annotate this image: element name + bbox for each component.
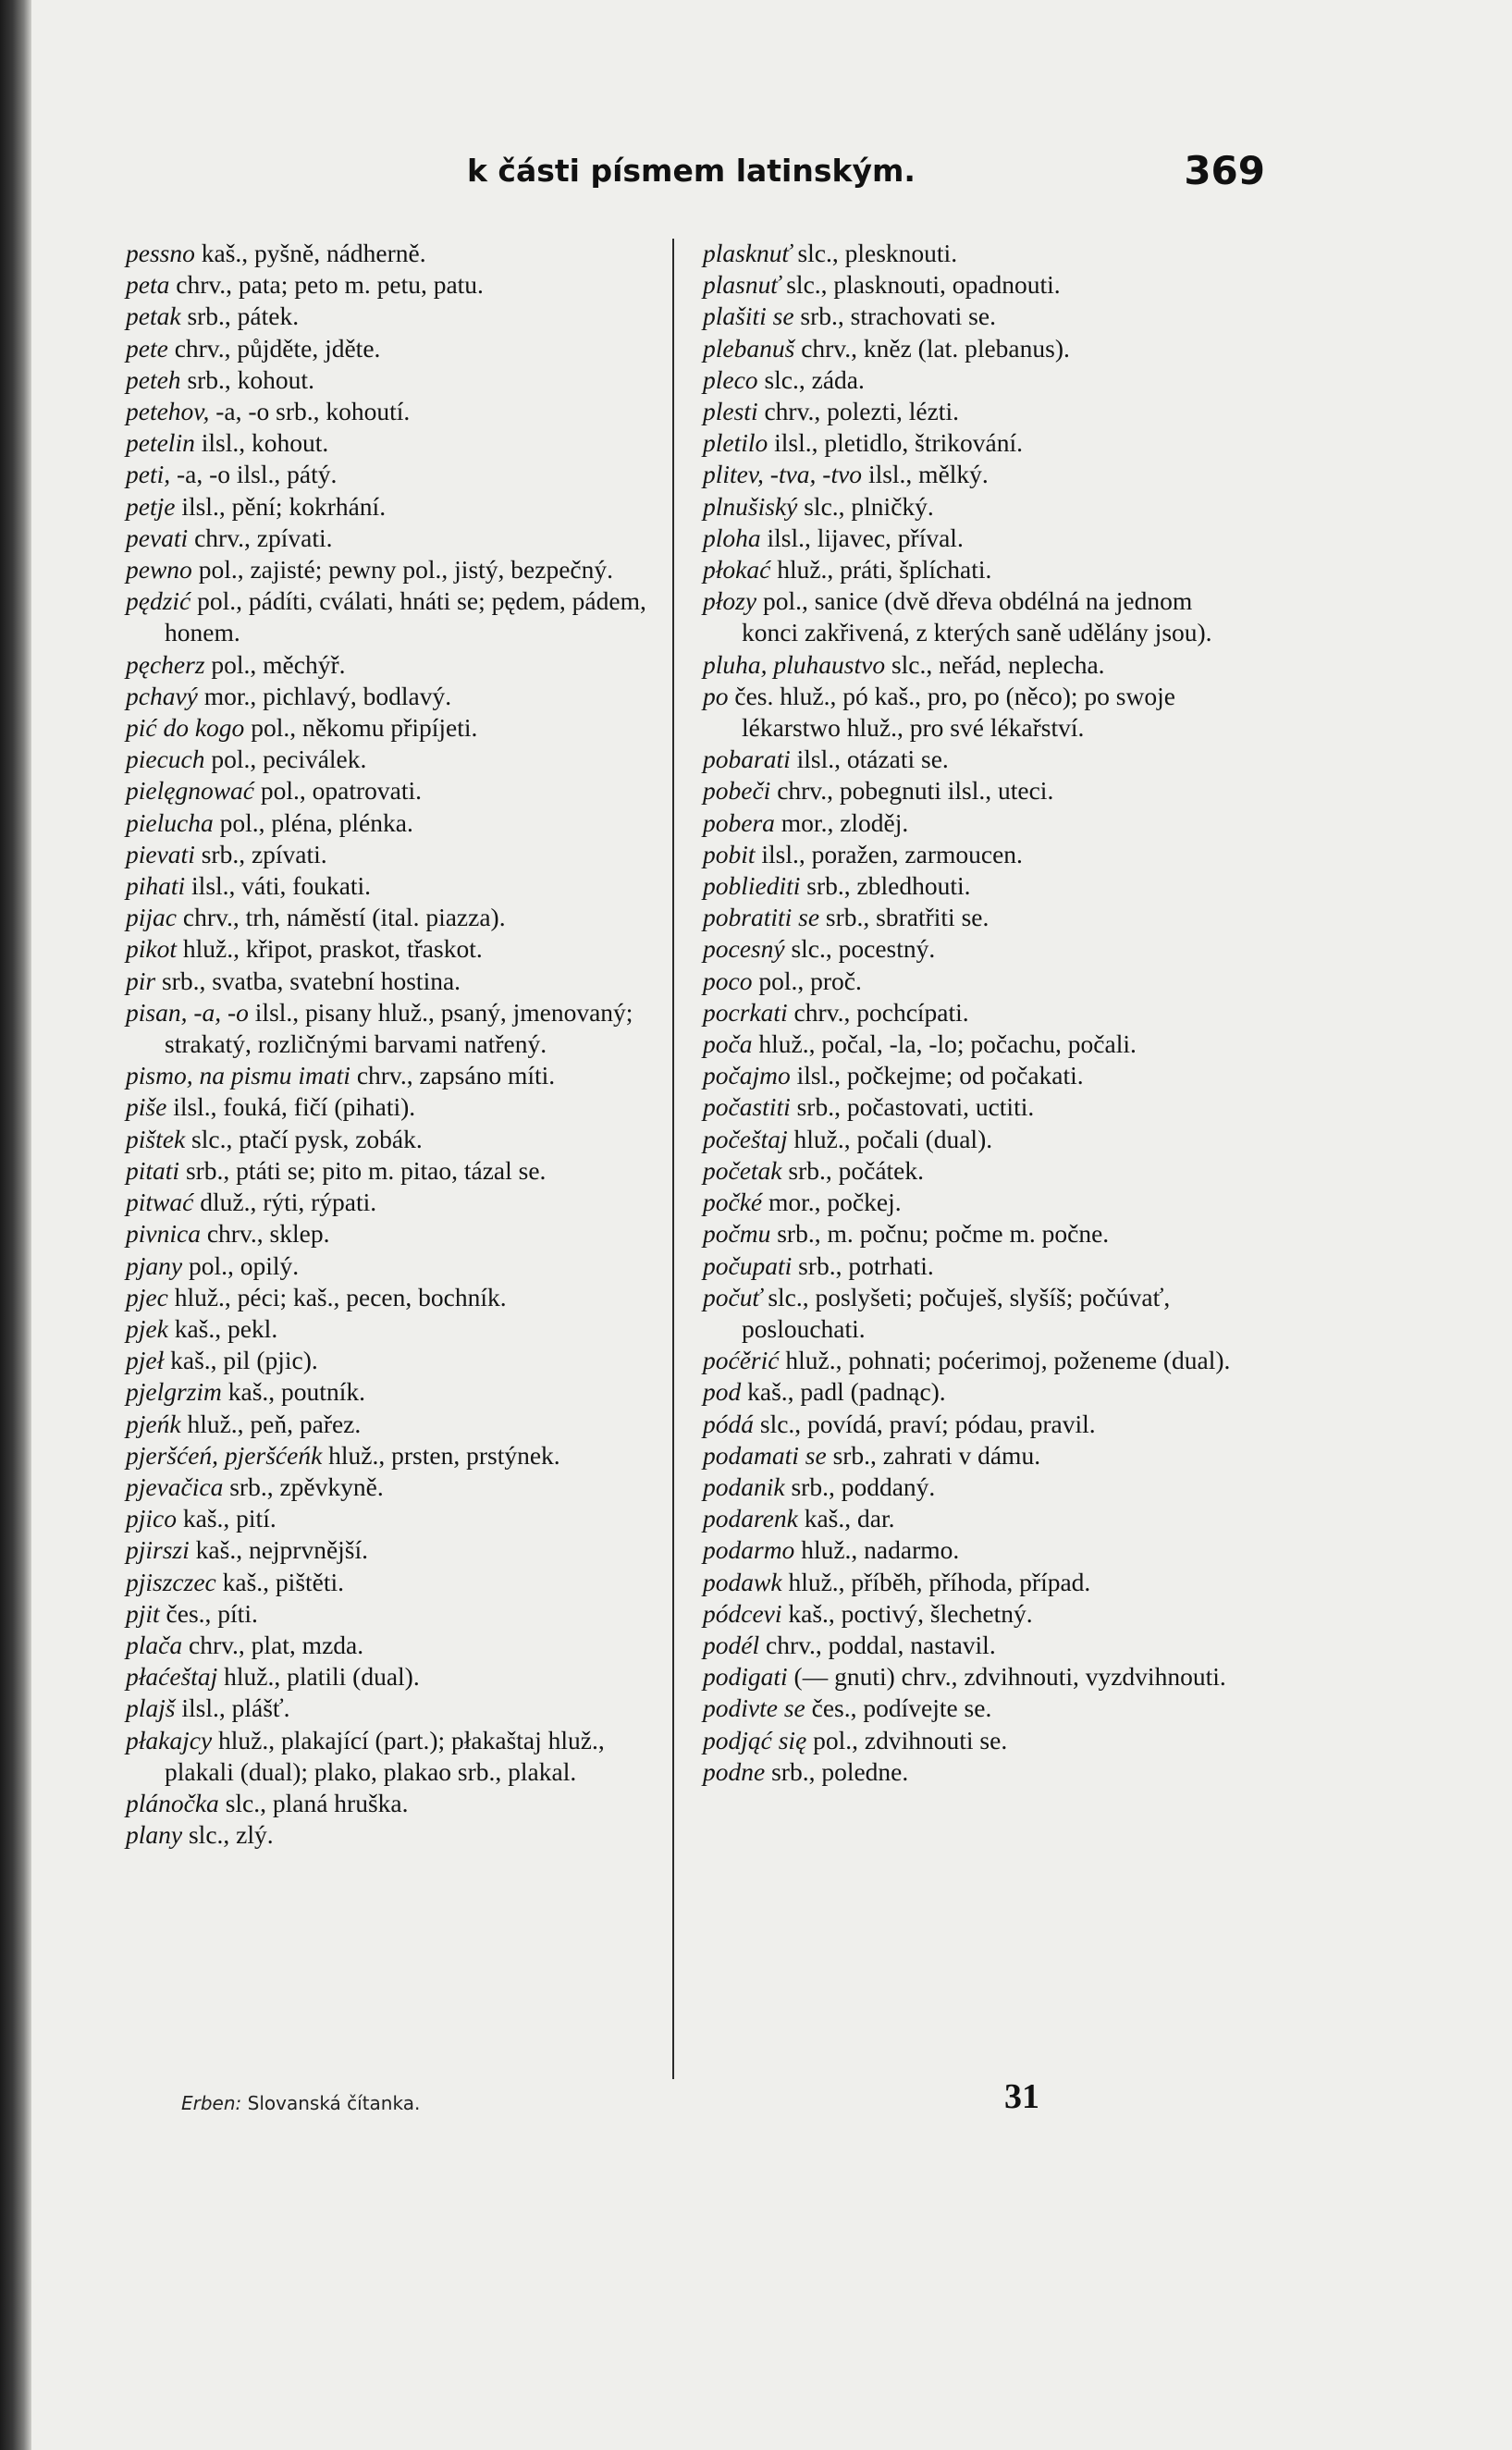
entry-definition: slc., neřád, neplecha. [885,649,1105,679]
entry-headword: poča [703,1029,753,1059]
footer-author: Erben: [181,2092,242,2114]
entry-definition: hluž., nadarmo. [794,1535,960,1565]
entry-definition: slc., záda. [757,364,865,394]
entry-headword: płokać [703,555,771,585]
dictionary-entry [703,1091,1239,1123]
dictionary-entry [703,933,1239,965]
entry-definition: mor., zloděj. [774,807,909,837]
entry-definition: srb., zpěvkyně. [223,1471,384,1501]
book-binding-edge [0,0,31,2450]
entry-definition: chrv., kněz (lat. plebanus). [794,333,1070,363]
entry-headword: pić do kogo [126,713,245,743]
entry-headword: počeštaj [703,1124,788,1153]
entry-headword: pchavý [126,681,198,710]
entry-headword: pete [126,333,168,363]
entry-headword: pitwać [126,1188,194,1217]
entry-definition: hluž., pohnati; poćerimoj, poženeme (dual). [779,1346,1231,1375]
entry-headword: podivte se [703,1693,805,1723]
entry-headword: počmu [703,1219,771,1249]
entry-headword: plitev, -tva, -tvo [703,460,863,489]
dictionary-entry [126,1693,651,1724]
entry-definition: srb., svatba, svatební hostina. [155,966,461,995]
dictionary-entry [703,1661,1239,1693]
entry-definition: pol., zajisté; pewny pol., jistý, bezpečný. [191,555,613,585]
entry-definition: ilsl., lijavec, příval. [760,523,964,552]
entry-headword: pjiszczec [126,1567,216,1596]
entry-definition: ilsl., pisany hluž., psaný, jmenovaný; strakatý, rozličnými barvami natřený. [165,997,633,1059]
entry-headword: pobera [703,807,775,837]
dictionary-entry [126,649,651,681]
dictionary-entry [126,1250,651,1282]
entry-definition: pol., proč. [752,966,862,995]
dictionary-entry [703,1282,1239,1345]
dictionary-entry [126,902,651,933]
entry-definition: čes., podívejte se. [805,1693,992,1723]
entry-definition: (— gnuti) chrv., zdvihnouti, vyzdvihnouti. [787,1662,1226,1692]
entry-headword: petak [126,302,181,331]
dictionary-entry [703,1440,1239,1471]
entry-headword: plánočka [126,1788,219,1817]
entry-headword: pismo, na pismu imati [126,1061,350,1090]
dictionary-entry [703,491,1239,523]
dictionary-entry [703,459,1239,490]
entry-headword: pjico [126,1504,177,1533]
entry-headword: pjany [126,1250,183,1280]
dictionary-entry [126,1534,651,1566]
entry-headword: pevati [126,523,189,552]
entry-headword: pihati [126,871,186,901]
dictionary-entry [703,966,1239,997]
dictionary-entry [703,1060,1239,1091]
dictionary-entry [126,933,651,965]
entry-definition: kaš., dar. [797,1504,895,1533]
entry-definition: ilsl., fouká, fičí (pihati). [166,1092,416,1122]
dictionary-entry [703,902,1239,933]
entry-headword: poćěrić [703,1346,780,1375]
entry-headword: plasknuť [703,239,792,267]
dictionary-entry [703,1567,1239,1598]
dictionary-entry [126,427,651,459]
entry-headword: plnušiský [703,491,798,521]
dictionary-entry [126,396,651,427]
dictionary-entry [126,870,651,902]
entry-headword: peta [126,270,170,300]
dictionary-entry [126,1282,651,1313]
dictionary-entry [703,364,1239,396]
dictionary-entry [703,523,1239,554]
entry-definition: srb., zbledhouti. [800,871,971,901]
dictionary-entry [126,1567,651,1598]
entry-headword: plača [126,1630,183,1659]
entry-definition: chrv., poddal, nastavil. [759,1630,996,1659]
entry-headword: podarenk [703,1504,798,1533]
dictionary-entry [126,681,651,712]
entry-definition: ilsl., plášť. [175,1693,290,1723]
dictionary-entry [703,1218,1239,1250]
dictionary-entry [126,1471,651,1503]
entry-headword: pisan, -a, -o [126,997,249,1027]
entry-definition: srb., sbratřiti se. [819,903,990,932]
entry-definition: chrv., polezti, lézti. [757,397,959,426]
entry-definition: chrv., zapsáno míti. [350,1061,556,1090]
dictionary-entry [126,1503,651,1534]
entry-headword: pjevačica [126,1471,224,1501]
entry-headword: pir [126,966,156,995]
dictionary-entry [126,1124,651,1155]
entry-headword: pobliediti [703,871,801,901]
entry-headword: pewno [126,555,192,585]
entry-headword: pódcevi [703,1598,782,1628]
entry-headword: plany [126,1820,183,1850]
entry-headword: ploha [703,523,761,552]
entry-headword: pikot [126,934,177,964]
entry-headword: piše [126,1092,167,1122]
entry-definition: hluž., počal, -la, -lo; počachu, počali. [752,1029,1137,1059]
footer-book: Slovanská čítanka. [247,2092,421,2114]
entry-definition: ilsl., poražen, zarmoucen. [755,839,1023,868]
dictionary-entry [126,1725,651,1788]
dictionary-entry [126,585,651,648]
dictionary-entry [126,807,651,839]
entry-definition: kaš., nejprvnější. [189,1535,369,1565]
dictionary-entry [126,1788,651,1819]
entry-headword: plesti [703,397,758,426]
entry-definition: pol., sanice (dvě dřeva obdélná na jednom konci zakřivená, z kterých saně udělány jsou). [742,586,1212,647]
entry-headword: pielęgnować [126,776,254,806]
dictionary-entry [703,1028,1239,1060]
entry-headword: poco [703,966,753,995]
dictionary-entry [703,1471,1239,1503]
dictionary-entry [703,396,1239,427]
dictionary-entry [126,1091,651,1123]
entry-definition: slc., plničký. [797,491,934,521]
entry-definition: slc., plesknouti. [791,239,958,267]
dictionary-entry [703,744,1239,775]
dictionary-entry [703,1598,1239,1630]
entry-definition: dluž., rýti, rýpati. [193,1188,377,1217]
entry-definition: kaš., pití. [177,1504,277,1533]
entry-definition: pol., měchýř. [204,649,346,679]
entry-definition: pol., opilý. [182,1250,300,1280]
entry-headword: pęcherz [126,649,205,679]
entry-definition: hluž., počali (dual). [787,1124,993,1153]
entry-definition: chrv., pata; peto m. petu, patu. [169,270,484,300]
entry-definition: slc., planá hruška. [218,1788,409,1817]
entry-definition: pol., peciválek. [204,745,367,774]
entry-definition: ilsl., váti, foukati. [185,871,372,901]
entry-definition: čes. hluž., pó kaš., pro, po (něco); po swoje lékarstwo hluž., pro své lékařství. [728,681,1175,743]
dictionary-entry [703,1534,1239,1566]
entry-definition: pol., opatrovati. [254,776,423,806]
entry-definition: hluž., péci; kaš., pecen, bochník. [167,1282,507,1311]
dictionary-entry [126,1819,651,1851]
entry-headword: pjelgrzim [126,1377,222,1407]
entry-headword: pocrkati [703,997,788,1027]
entry-definition: slc., zlý. [182,1820,274,1850]
column-divider [672,239,674,2079]
entry-headword: počupati [703,1250,793,1280]
dictionary-entry [703,1725,1239,1756]
dictionary-entry [126,523,651,554]
entry-headword: pod [703,1377,742,1407]
dictionary-entry [703,238,1239,269]
dictionary-entry [703,649,1239,681]
dictionary-entry [703,1124,1239,1155]
entry-headword: petje [126,491,176,521]
dictionary-entry [126,238,651,269]
dictionary-entry [126,997,651,1060]
entry-definition: pol., někomu připíjeti. [244,713,478,743]
dictionary-entry [703,1345,1239,1376]
entry-definition: kaš., pekl. [167,1313,278,1343]
dictionary-entry [126,459,651,490]
entry-definition: chrv., pochcípati. [787,997,969,1027]
entry-headword: pjit [126,1598,160,1628]
entry-headword: pluha, pluhaustvo [703,649,886,679]
dictionary-entry [703,1376,1239,1408]
entry-headword: pletilo [703,428,768,458]
entry-definition: slc., plasknouti, opadnouti. [780,270,1061,300]
entry-definition: srb., ptáti se; pito m. pitao, tázal se. [179,1155,547,1185]
entry-headword: pędzić [126,586,191,616]
dictionary-entry [703,427,1239,459]
entry-headword: pobarati [703,745,791,774]
dictionary-entry [126,1313,651,1345]
dictionary-entry [126,1155,651,1187]
entry-definition: srb., zpívati. [194,839,327,868]
entry-definition: pol., pléna, plénka. [213,807,413,837]
entry-definition: mor., pichlavý, bodlavý. [197,681,452,710]
dictionary-entry [126,775,651,806]
dictionary-entry [703,1409,1239,1440]
dictionary-entry [126,269,651,301]
entry-definition: chrv., plat, mzda. [182,1630,364,1659]
entry-headword: pódá [703,1409,754,1438]
entry-definition: pol., pádíti, cválati, hnáti se; pędem, pádem, honem. [165,586,646,647]
entry-definition: slc., ptačí pysk, zobák. [185,1124,423,1153]
dictionary-entry [126,1345,651,1376]
entry-headword: petelin [126,428,195,458]
entry-headword: pivnica [126,1219,201,1249]
entry-headword: pocesný [703,934,785,964]
entry-headword: počastiti [703,1092,791,1122]
entry-definition: slc., pocestný. [784,934,936,964]
entry-headword: podanik [703,1471,785,1501]
entry-headword: plašiti se [703,302,794,331]
entry-definition: srb., počastovati, uctiti. [790,1092,1035,1122]
dictionary-entry [703,1630,1239,1661]
entry-definition: kaš., pištěti. [215,1567,345,1596]
signature-mark: 31 [1004,2077,1039,2116]
entry-definition: srb., pátek. [180,302,300,331]
dictionary-entry [126,1376,651,1408]
entry-headword: pjeł [126,1346,165,1375]
dictionary-entry [126,1598,651,1630]
entry-headword: podigati [703,1662,788,1692]
dictionary-entry [703,333,1239,364]
dictionary-entry [126,839,651,870]
dictionary-entry [126,333,651,364]
entry-definition: hluž., platili (dual). [217,1662,420,1692]
dictionary-entry [126,1630,651,1661]
entry-headword: pitati [126,1155,180,1185]
dictionary-entry [703,681,1239,744]
dictionary-entry [703,1756,1239,1788]
entry-definition: chrv., sklep. [200,1219,330,1249]
entry-definition: -a, -o srb., kohoutí. [209,397,411,426]
entry-headword: pjeńk [126,1409,181,1438]
entry-definition: mor., počkej. [762,1188,902,1217]
footer-source [181,2092,570,2124]
entry-headword: početak [703,1155,782,1185]
entry-definition: slc., poslyšeti; počuješ, slyšíš; počúvať, poslouchati. [742,1282,1171,1343]
entry-definition: srb., strachovati se. [793,302,996,331]
entry-headword: plasnuť [703,270,781,300]
entry-definition: srb., m. počnu; počme m. počne. [770,1219,1110,1249]
dictionary-entry [126,966,651,997]
entry-definition: chrv., pobegnuti ilsl., uteci. [770,776,1054,806]
entry-headword: plebanuš [703,333,795,363]
entry-definition: chrv., zpívati. [188,523,333,552]
entry-definition: pol., zdvihnouti se. [806,1725,1008,1754]
left-column [126,238,651,2087]
entry-definition: hluž., plakající (part.); płakaštaj hluž., plakali (dual); plako, plakao srb., plakal. [165,1725,605,1786]
entry-headword: plajš [126,1693,176,1723]
entry-definition: kaš., pyšně, nádherně. [194,239,426,267]
entry-headword: pjirszi [126,1535,190,1565]
entry-definition: hluž., práti, šplíchati. [770,555,992,585]
entry-headword: pleco [703,364,758,394]
entry-headword: pjeršćeń, pjeršćeńk [126,1440,323,1470]
dictionary-entry [703,997,1239,1028]
entry-headword: piecuch [126,745,205,774]
dictionary-entry [126,1661,651,1693]
entry-headword: płaćeštaj [126,1662,218,1692]
entry-headword: peteh [126,364,181,394]
entry-definition: chrv., trh, náměstí (ital. piazza). [177,903,506,932]
entry-headword: pobratiti se [703,903,820,932]
entry-headword: pijac [126,903,177,932]
entry-definition: srb., počátek. [781,1155,925,1185]
entry-headword: pessno [126,239,195,267]
dictionary-entry [126,364,651,396]
dictionary-entry [703,775,1239,806]
entry-definition: hluž., prsten, prstýnek. [322,1440,560,1470]
entry-headword: peti, [126,460,171,489]
entry-definition: hluž., peň, pařez. [180,1409,362,1438]
entry-definition: kaš., poctivý, šlechetný. [781,1598,1033,1628]
dictionary-entry [703,1250,1239,1282]
entry-headword: podarmo [703,1535,795,1565]
entry-definition: čes., píti. [159,1598,258,1628]
dictionary-entry [703,1503,1239,1534]
dictionary-entry [126,712,651,744]
entry-headword: pobit [703,839,756,868]
dictionary-entry [703,870,1239,902]
entry-headword: pievati [126,839,195,868]
dictionary-entry [126,491,651,523]
entry-headword: podamati se [703,1440,827,1470]
entry-definition: kaš., padl (padnąc). [741,1377,946,1407]
entry-definition: hluž., příběh, příhoda, případ. [781,1567,1091,1596]
dictionary-entry [703,585,1239,648]
entry-headword: płakajcy [126,1725,213,1754]
entry-headword: podawk [703,1567,782,1596]
entry-definition: ilsl., pletidlo, štrikování. [768,428,1024,458]
dictionary-entry [126,1409,651,1440]
entry-definition: srb., potrhati. [792,1250,934,1280]
dictionary-entry [126,1187,651,1218]
dictionary-entry [126,1218,651,1250]
dictionary-entry [703,301,1239,332]
entry-headword: pjek [126,1313,168,1343]
entry-headword: pištek [126,1124,186,1153]
entry-definition: ilsl., otázati se. [790,745,949,774]
dictionary-entry [703,1187,1239,1218]
entry-definition: slc., povídá, praví; pódau, pravil. [754,1409,1096,1438]
entry-headword: podél [703,1630,760,1659]
entry-headword: počké [703,1188,763,1217]
entry-definition: chrv., půjděte, jděte. [167,333,381,363]
entry-definition: ilsl., mělký. [862,460,989,489]
dictionary-entry [703,554,1239,585]
entry-headword: podjąć się [703,1725,807,1754]
dictionary-entry [703,1155,1239,1187]
entry-definition: ilsl., pění; kokrhání. [175,491,387,521]
entry-headword: pjec [126,1282,168,1311]
entry-headword: petehov, [126,397,210,426]
entry-definition: -a, -o ilsl., pátý. [170,460,338,489]
entry-definition: srb., zahrati v dámu. [826,1440,1041,1470]
entry-headword: po [703,681,729,710]
dictionary-entry [703,269,1239,301]
entry-headword: pielucha [126,807,214,837]
page-number: 369 [1184,148,1265,193]
dictionary-entry [703,807,1239,839]
entry-definition: ilsl., kohout. [194,428,329,458]
dictionary-entry [126,744,651,775]
dictionary-entry [126,554,651,585]
running-header: k části písmem latinským. [467,153,916,189]
entry-headword: pobeči [703,776,771,806]
entry-definition: kaš., pil (pjic). [164,1346,318,1375]
dictionary-entry [126,301,651,332]
entry-headword: počuť [703,1282,762,1311]
entry-definition: srb., poddaný. [784,1471,936,1501]
dictionary-entry [703,1693,1239,1724]
entry-definition: ilsl., počkejme; od počakati. [790,1061,1084,1090]
entry-definition: hluž., křipot, praskot, třaskot. [177,934,483,964]
entry-headword: podne [703,1756,766,1786]
entry-headword: počajmo [703,1061,791,1090]
entry-headword: płozy [703,586,757,616]
entry-definition: kaš., poutník. [221,1377,365,1407]
right-column [703,238,1239,2087]
entry-definition: srb., kohout. [180,364,314,394]
entry-definition: srb., poledne. [765,1756,909,1786]
dictionary-entry [126,1440,651,1471]
dictionary-entry [126,1060,651,1091]
dictionary-entry [703,839,1239,870]
